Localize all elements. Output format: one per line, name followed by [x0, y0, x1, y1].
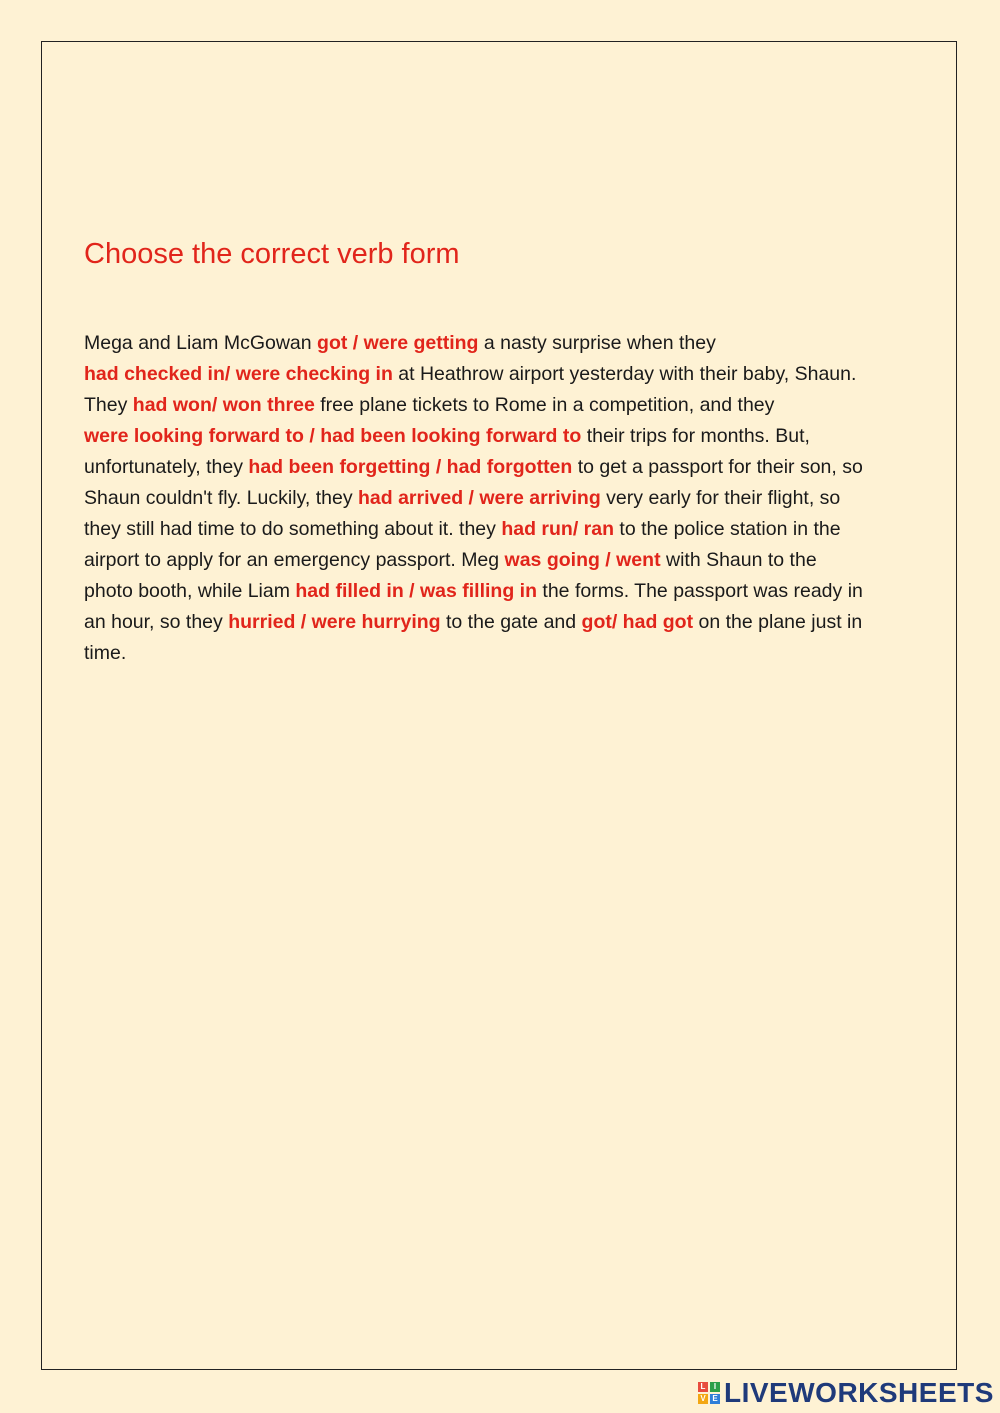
passage-text: a nasty surprise when they	[478, 332, 716, 354]
verb-choice[interactable]: was going / went	[504, 549, 661, 571]
passage-text: to the police station in the	[614, 518, 841, 540]
passage-line	[84, 483, 954, 514]
logo-cell: L	[698, 1382, 708, 1392]
passage-line	[84, 421, 954, 452]
verb-choice[interactable]: were looking forward to / had been looking forward to	[84, 425, 582, 447]
passage-text: free plane tickets to Rome in a competition, and they	[314, 394, 775, 416]
passage-text: the forms. The passport was ready in	[537, 580, 863, 602]
brand-text: LIVEWORKSHEETS	[724, 1377, 994, 1408]
passage-text: they still had time to do something about it. they	[84, 518, 502, 540]
passage-text: an hour, so they	[84, 611, 229, 633]
passage-line	[84, 545, 954, 576]
verb-choice[interactable]: had won/ won three	[132, 394, 315, 416]
passage-text: Mega and Liam McGowan	[84, 332, 318, 354]
passage-text: with Shaun to the	[660, 549, 817, 571]
passage-line	[84, 452, 954, 483]
passage-text: photo booth, while Liam	[84, 580, 296, 602]
verb-choice[interactable]: got/ had got	[581, 611, 694, 633]
passage-line	[84, 390, 954, 421]
verb-choice[interactable]: had arrived / were arriving	[357, 487, 601, 509]
verb-choice[interactable]: hurried / were hurrying	[228, 611, 441, 633]
passage-text: to the gate and	[440, 611, 582, 633]
verb-choice[interactable]: had been forgetting / had forgotten	[248, 456, 573, 478]
passage-line	[84, 576, 954, 607]
passage-text: very early for their flight, so	[600, 487, 841, 509]
logo-cell: E	[710, 1394, 720, 1404]
verb-choice[interactable]: had run/ ran	[501, 518, 615, 540]
passage-text: They	[84, 394, 133, 416]
passage-text: time.	[84, 642, 127, 664]
passage-line	[84, 607, 954, 638]
logo-icon	[698, 1382, 720, 1404]
verb-choice[interactable]: had checked in/ were checking in	[84, 363, 393, 385]
logo-cell: I	[710, 1382, 720, 1392]
passage	[84, 328, 954, 669]
passage-text: airport to apply for an emergency passport. Meg	[84, 549, 505, 571]
verb-choice[interactable]: got / were getting	[317, 332, 479, 354]
passage-text: Shaun couldn't fly. Luckily, they	[84, 487, 358, 509]
passage-text: at Heathrow airport yesterday with their baby, Shaun.	[392, 363, 857, 385]
passage-text: to get a passport for their son, so	[572, 456, 863, 478]
passage-line	[84, 328, 954, 359]
passage-line	[84, 514, 954, 545]
verb-choice[interactable]: had filled in / was filling in	[295, 580, 537, 602]
passage-text: their trips for months. But,	[581, 425, 810, 447]
passage-line	[84, 638, 954, 669]
passage-text: unfortunately, they	[84, 456, 249, 478]
page-title: Choose the correct verb form	[84, 238, 460, 270]
passage-line	[84, 359, 954, 390]
passage-text: on the plane just in	[693, 611, 863, 633]
liveworksheets-logo[interactable]	[698, 1378, 994, 1408]
logo-cell: V	[698, 1394, 708, 1404]
